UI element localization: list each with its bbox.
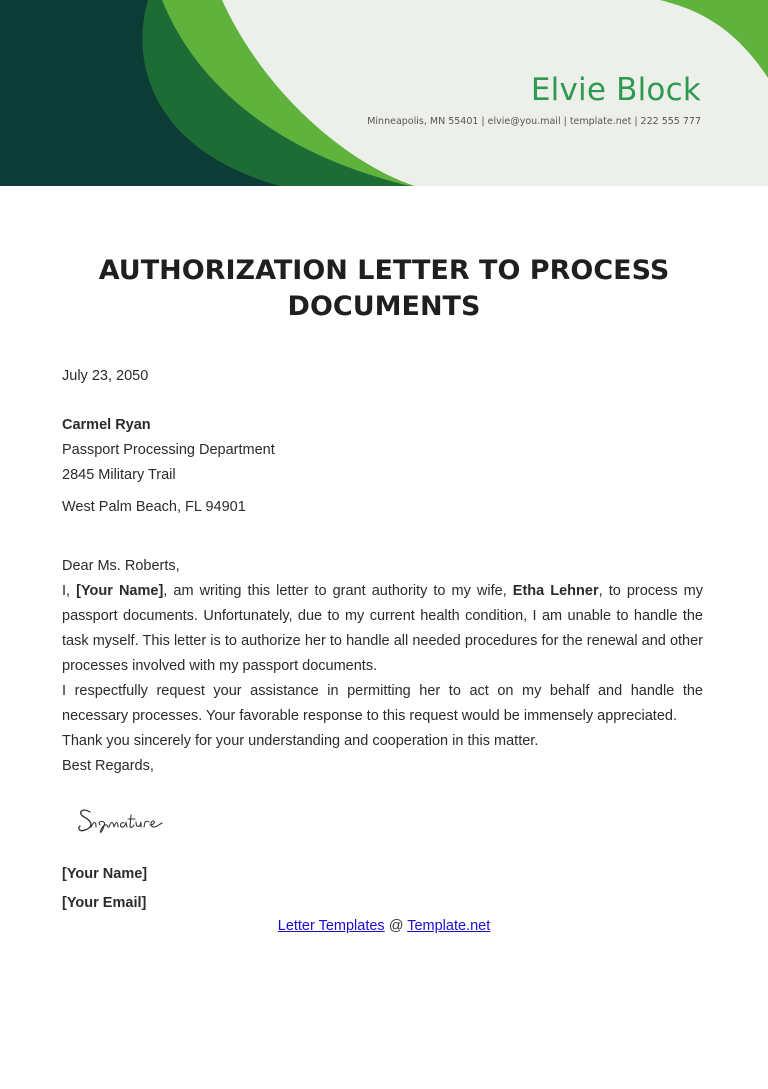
letter-body [62,554,703,779]
header-banner [0,0,768,186]
signature-graphic [76,803,176,837]
sender-contact-info: Minneapolis, MN 55401 | elvie@you.mail | template.net | 222 555 777 [367,116,701,127]
sender-name-placeholder: [Your Name] [62,866,148,882]
handwritten-signature [76,803,176,837]
sender-brand-name: Elvie Block [530,72,701,108]
template-net-link[interactable]: Template.net [407,918,491,934]
recipient-department: Passport Processing Department [62,442,275,458]
wife-name: Etha Lehner [512,583,599,599]
p1-end: , to process my passport documents. Unfortunately, due to my current health condition, I am unable to handle the task myself. This letter is to authorize her to handle all needed procedures for the renewal and other processes involved with my passport documents. [62,583,703,674]
closing: Best Regards, [62,758,154,774]
p1-start: I, [62,583,77,599]
letter-date: July 23, 2050 [62,368,149,384]
recipient-city: West Palm Beach, FL 94901 [62,499,246,515]
letter-title: AUTHORIZATION LETTER TO PROCESS DOCUMENTS [98,255,670,322]
recipient-street: 2845 Military Trail [62,467,176,483]
sender-email-placeholder: [Your Email] [62,895,147,911]
footer-separator: @ [384,918,408,934]
letter-templates-link[interactable]: Letter Templates [277,918,385,934]
recipient-name: Carmel Ryan [62,417,151,433]
footer-credit [0,918,768,934]
salutation: Dear Ms. Roberts, [62,558,180,574]
body-paragraph-1 [62,579,703,679]
placeholder-your-name: [Your Name] [76,583,164,599]
body-paragraph-2: I respectfully request your assistance in permitting her to act on my behalf and handle the necessary processes. Your favorable response to this request would be immensely appreciated. [62,683,703,724]
body-paragraph-3: Thank you sincerely for your understanding and cooperation in this matter. [62,733,539,749]
p1-middle: , am writing this letter to grant authority to my wife, [163,583,513,599]
